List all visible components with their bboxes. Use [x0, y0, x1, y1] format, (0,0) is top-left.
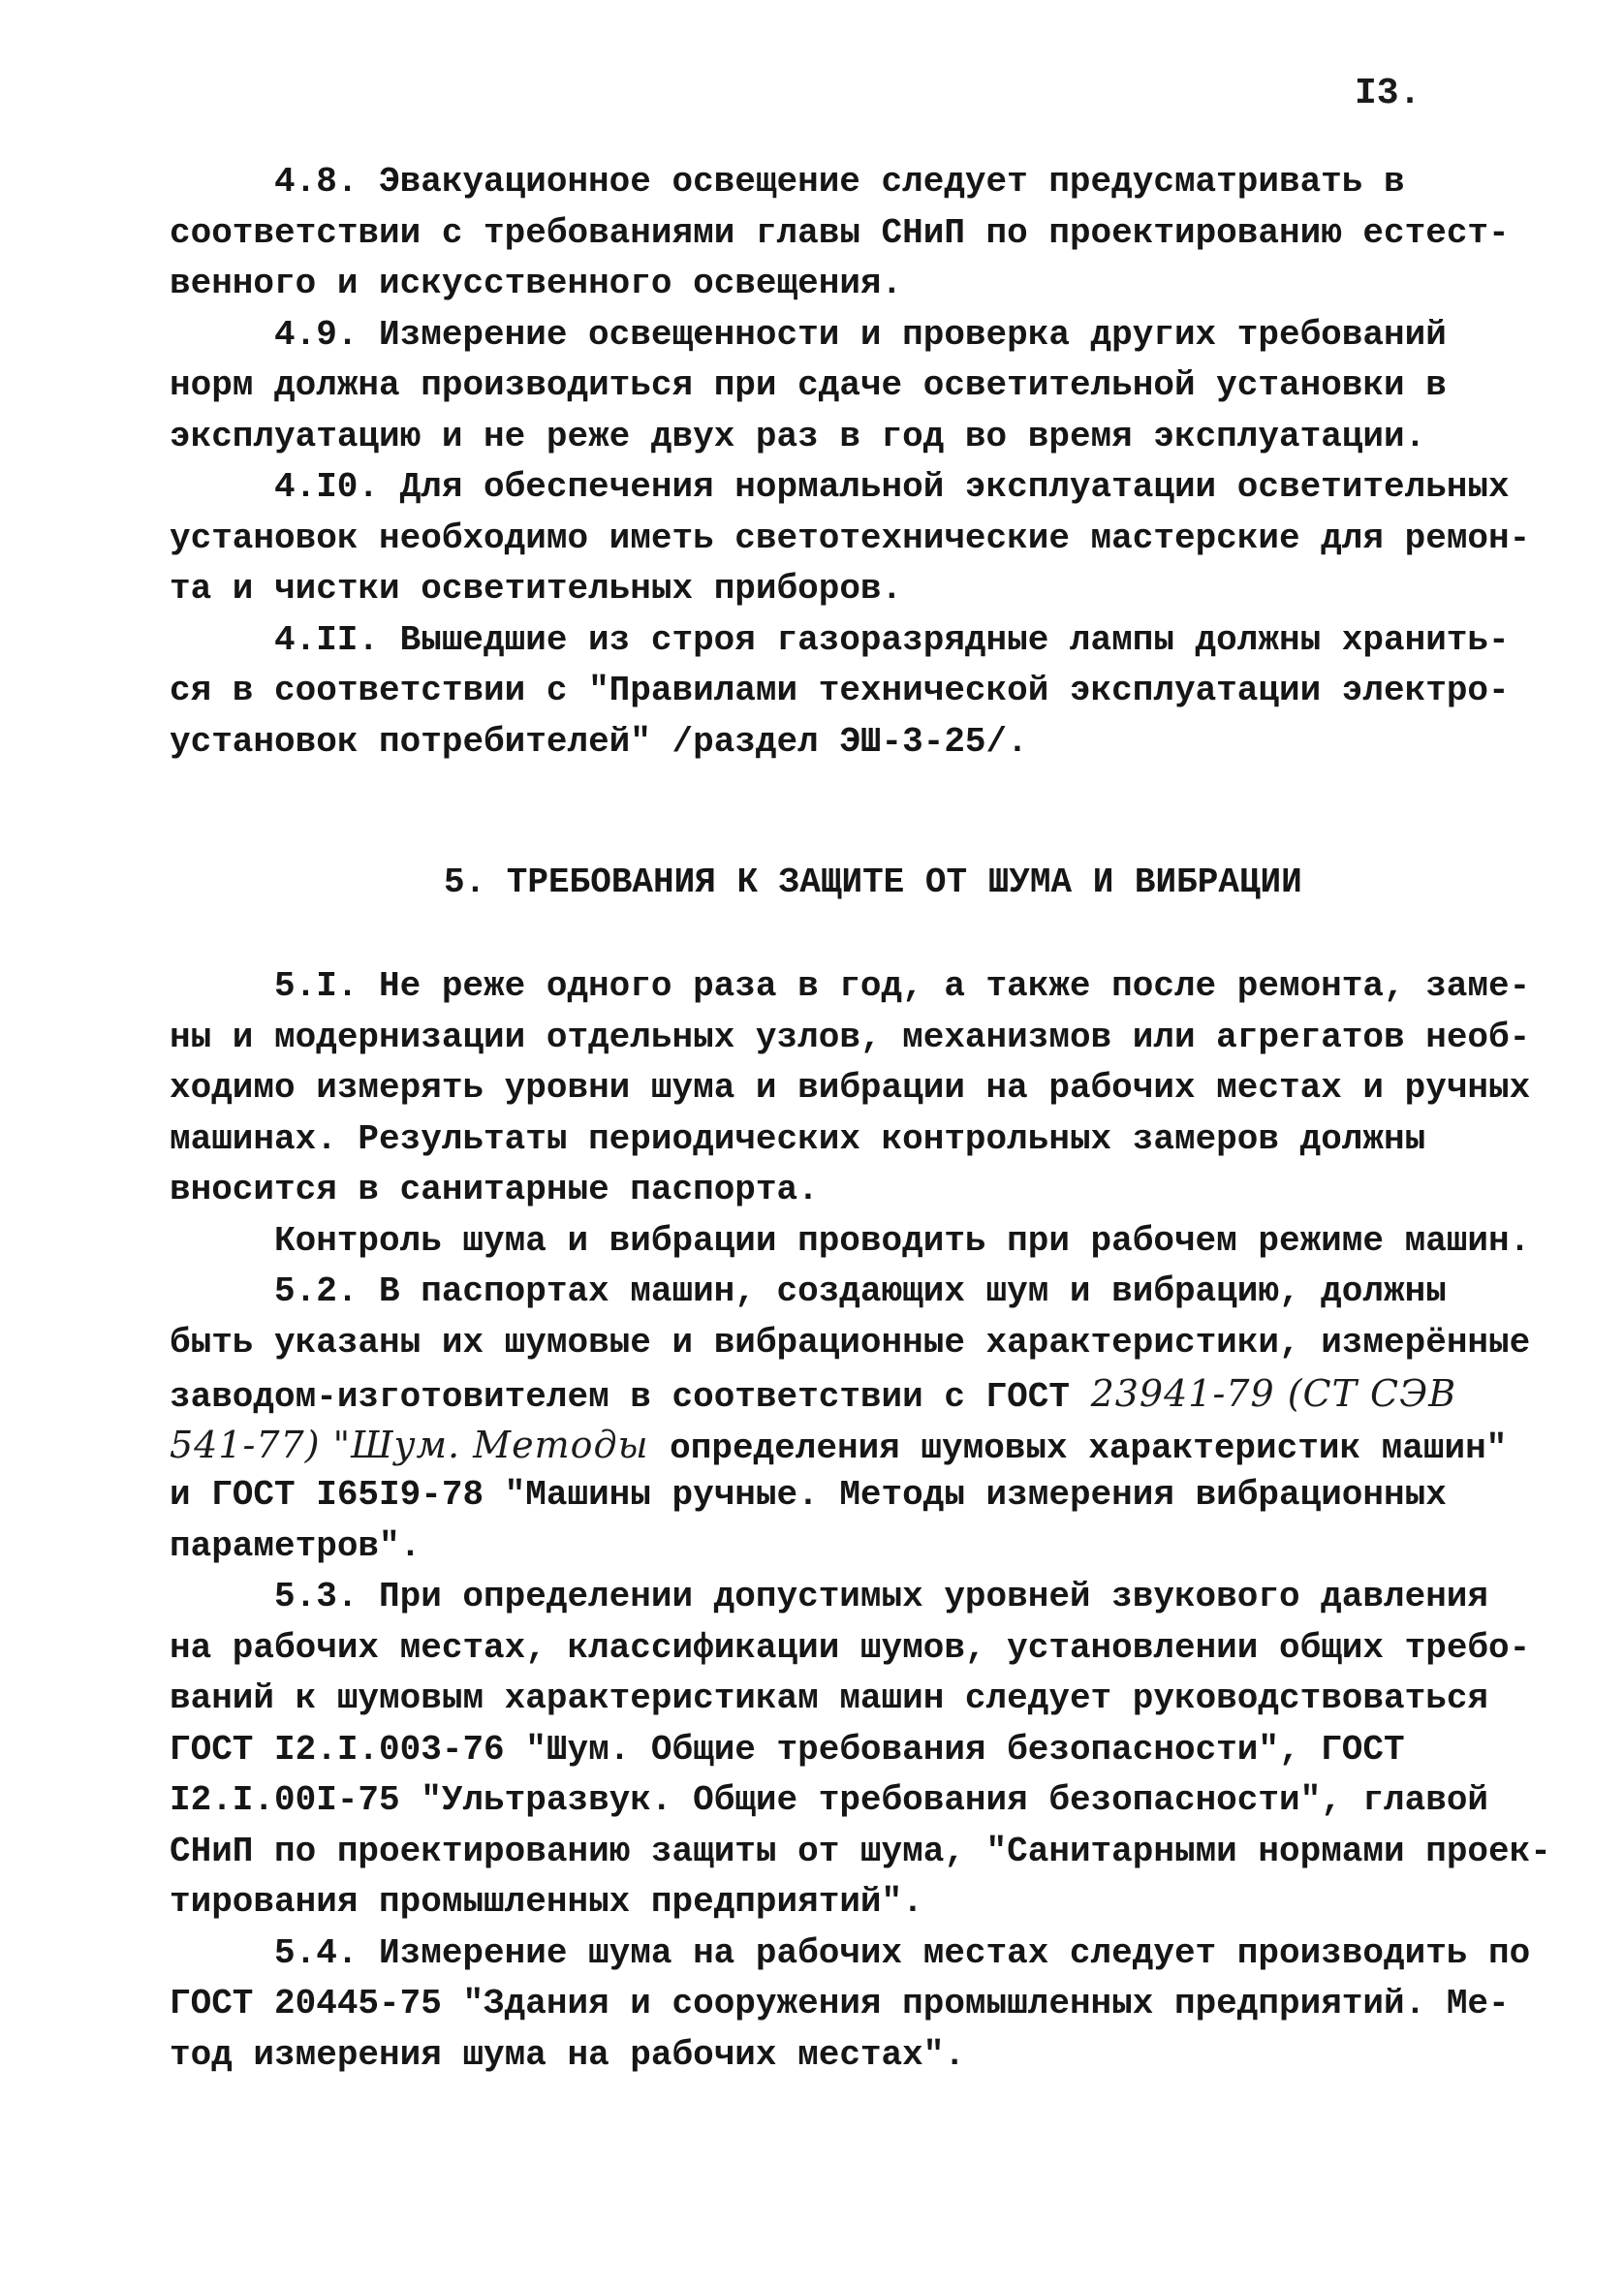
- paragraph-5-1-line: 5.I. Не реже одного раза в год, а также после ремонта, заме-: [274, 966, 1531, 1006]
- paragraph-4-11-line: 4.II. Вышедшие из строя газоразрядные лампы должны хранить-: [274, 619, 1510, 660]
- paragraph-5-2-line: [170, 1368, 1521, 1420]
- handwritten-insertion: 23941-79 (СТ СЭВ: [1090, 1372, 1457, 1415]
- paragraph-5-1-line: ходимо измерять уровни шума и вибрации на рабочих местах и ручных: [170, 1068, 1531, 1108]
- paragraph-4-9-line: эксплуатацию и не реже двух раз в год во время эксплуатации.: [170, 416, 1426, 456]
- paragraph-5-2-line: параметров".: [170, 1525, 422, 1566]
- paragraph-5-4-line: ГОСТ 20445-75 "Здания и сооружения промышленных предприятий. Ме-: [170, 1984, 1510, 2023]
- paragraph-5-2-line: и ГОСТ I65I9-78 "Машины ручные. Методы измерения вибрационных: [170, 1475, 1447, 1515]
- paragraph-4-9-line: норм должна производиться при сдаче осветительной установки в: [170, 365, 1447, 405]
- paragraph-5-2-line: [170, 1420, 1521, 1471]
- section-5-heading: 5. ТРЕБОВАНИЯ К ЗАЩИТЕ ОТ ШУМА И ВИБРАЦИИ: [444, 862, 1302, 902]
- paragraph-4-10-line: та и чистки осветительных приборов.: [170, 569, 903, 609]
- paragraph-4-8-line: венного и искусственного освещения.: [170, 264, 903, 303]
- typed-text: заводом-изготовителем в соответствии с ГОСТ: [170, 1377, 1091, 1417]
- paragraph-5-3-line: ваний к шумовым характеристикам машин следует руководствоваться: [170, 1678, 1489, 1718]
- paragraph-4-9-line: 4.9. Измерение освещенности и проверка других требований: [274, 314, 1447, 355]
- paragraph-5-3-line: СНиП по проектированию защиты от шума, "Санитарными нормами проек-: [170, 1831, 1551, 1871]
- paragraph-5-2-line: 5.2. В паспортах машин, создающих шум и вибрацию, должны: [274, 1271, 1447, 1311]
- paragraph-5-3-line: 5.3. При определении допустимых уровней звукового давления: [274, 1577, 1489, 1616]
- paragraph-5-3-line: тирования промышленных предприятий".: [170, 1882, 923, 1922]
- paragraph-5-1-line: вносится в санитарные паспорта.: [170, 1170, 819, 1209]
- paragraph-4-11-line: ся в соответствии с "Правилами технической эксплуатации электро-: [170, 671, 1510, 710]
- control-paragraph: Контроль шума и вибрации проводить при рабочем режиме машин.: [274, 1220, 1531, 1261]
- handwritten-insertion: 541-77) "Шум. Методы: [170, 1423, 649, 1466]
- paragraph-5-3-line: ГОСТ I2.I.003-76 "Шум. Общие требования безопасности", ГОСТ: [170, 1729, 1405, 1770]
- section-4-text: [170, 157, 1531, 768]
- section-5-text: [170, 961, 1551, 2081]
- page-number: I3.: [1355, 73, 1421, 114]
- paragraph-5-1-line: машинах. Результаты периодических контрольных замеров должны: [170, 1118, 1426, 1159]
- paragraph-5-4-line: тод измерения шума на рабочих местах".: [170, 2034, 965, 2075]
- paragraph-5-3-line: на рабочих местах, классификации шумов, установлении общих требо-: [170, 1627, 1531, 1668]
- paragraph-5-4-line: 5.4. Измерение шума на рабочих местах следует производить по: [274, 1932, 1531, 1973]
- paragraph-5-1-line: ны и модернизации отдельных узлов, механизмов или агрегатов необ-: [170, 1017, 1531, 1057]
- paragraph-4-8-line: соответствии с требованиями главы СНиП по проектированию естест-: [170, 212, 1510, 253]
- paragraph-5-2-line: быть указаны их шумовые и вибрационные характеристики, измерённые: [170, 1322, 1531, 1363]
- paragraph-5-3-line: I2.I.00I-75 "Ультразвук. Общие требования безопасности", главой: [170, 1780, 1489, 1820]
- paragraph-4-10-line: установок необходимо иметь светотехнические мастерские для ремон-: [170, 517, 1531, 558]
- typed-text: определения шумовых характеристик машин": [648, 1427, 1508, 1468]
- paragraph-4-10-line: 4.I0. Для обеспечения нормальной эксплуатации осветительных: [274, 467, 1510, 507]
- paragraph-4-11-line: установок потребителей" /раздел ЭШ-3-25/.: [170, 721, 1028, 762]
- paragraph-4-8-line: 4.8. Эвакуационное освещение следует предусматривать в: [274, 162, 1405, 202]
